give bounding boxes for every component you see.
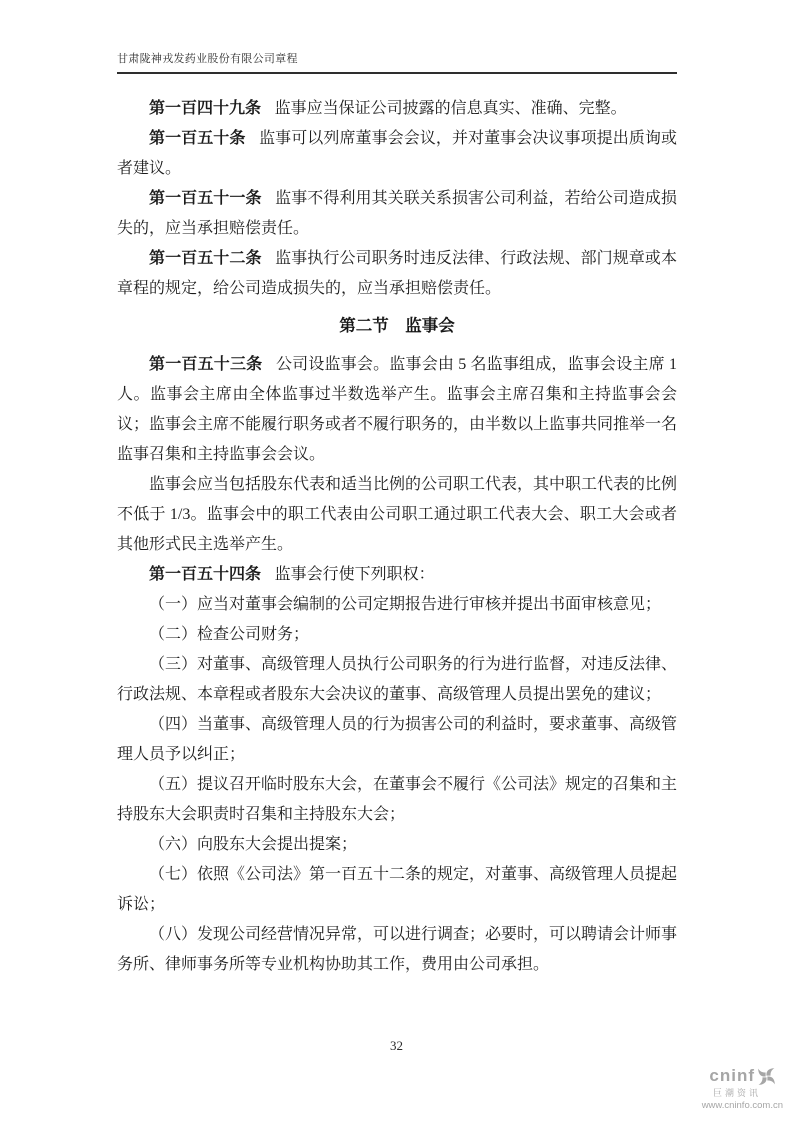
document-body [117,94,677,980]
article-number: 第一百五十条 [149,130,246,147]
article-number: 第一百五十二条 [149,250,262,267]
article-number: 第一百四十九条 [149,100,262,117]
page-header-title: 甘肃陇神戎发药业股份有限公司章程 [117,53,298,65]
article-number: 第一百五十三条 [149,356,263,373]
article-paragraph [117,184,677,244]
page-header [117,50,677,74]
page-number: 32 [390,1038,403,1053]
article-text: 监事会行使下列职权： [274,566,435,583]
article-paragraph [117,560,677,590]
cninfo-url: www.cninfo.com.cn [701,1099,783,1111]
cninfo-brand-text: cninf [709,1066,755,1086]
article-paragraph [117,94,677,124]
article-number: 第一百五十四条 [149,566,262,583]
article-paragraph [117,124,677,184]
list-item-paragraph: （八）发现公司经营情况异常，可以进行调查；必要时，可以聘请会计师事务所、律师事务所等专业机构协助其工作，费用由公司承担。 [117,926,678,973]
article-text: 监事可以列席董事会会议，并对董事会决议事项提出质询或者建议。 [117,130,677,177]
article-text: 公司设监事会。监事会由 5 名监事组成，监事会设主席 1 人。监事会主席由全体监事过半数选举产生。监事会主席召集和主持监事会会议；监事会主席不能履行职务或者不履行职务的，由半数以上监事共同推举一名监事召集和主持监事会会议。 [117,356,678,463]
article-number: 第一百五十一条 [149,190,262,207]
list-item-paragraph: （二）检查公司财务； [149,626,310,643]
cninfo-watermark [657,1066,787,1111]
article-text: 监事不得利用其关联关系损害公司利益，若给公司造成损失的，应当承担赔偿责任。 [117,190,677,237]
cninfo-logo-row [657,1066,787,1087]
list-item-paragraph: （六）向股东大会提出提案； [149,836,358,853]
article-text: 监事执行公司职务时违反法律、行政法规、部门规章或本章程的规定，给公司造成损失的，应当承担赔偿责任。 [117,250,677,297]
list-item-paragraph: （一）应当对董事会编制的公司定期报告进行审核并提出书面审核意见； [149,596,662,613]
article-paragraph [117,244,677,304]
article-text: 监事应当保证公司披露的信息真实、准确、完整。 [274,100,627,117]
cninfo-cn-name: 巨潮资讯 [712,1088,761,1098]
article-paragraph [117,350,677,470]
cninfo-pinwheel-icon [756,1066,777,1087]
list-item-paragraph: （四）当董事、高级管理人员的行为损害公司的利益时，要求董事、高级管理人员予以纠正； [117,716,678,763]
body-paragraph: 监事会应当包括股东代表和适当比例的公司职工代表，其中职工代表的比例不低于 1/3。监事会中的职工代表由公司职工通过职工代表大会、职工大会或者其他形式民主选举产生。 [117,476,678,553]
list-item-paragraph: （七）依照《公司法》第一百五十二条的规定，对董事、高级管理人员提起诉讼； [117,866,678,913]
section-heading: 第二节 监事会 [339,317,455,335]
list-item-paragraph: （五）提议召开临时股东大会，在董事会不履行《公司法》规定的召集和主持股东大会职责时召集和主持股东大会； [117,776,678,823]
list-item-paragraph: （三）对董事、高级管理人员执行公司职务的行为进行监督，对违反法律、行政法规、本章程或者股东大会决议的董事、高级管理人员提出罢免的建议； [117,656,678,703]
